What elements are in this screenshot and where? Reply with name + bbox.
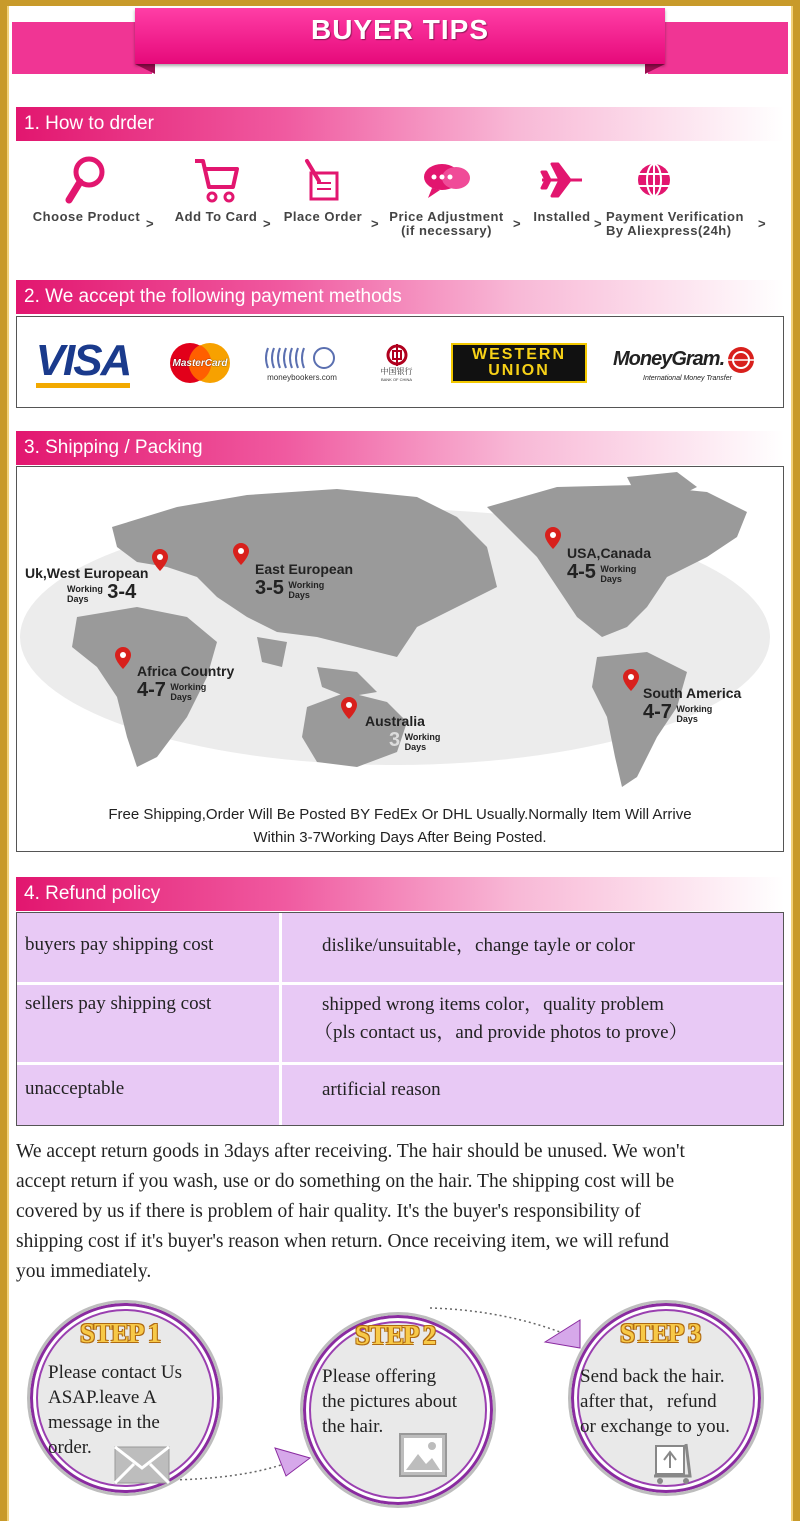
order-icon <box>278 150 368 210</box>
step-1-text: Please contact Us ASAP.leave A message in the order. <box>48 1362 183 1458</box>
moneygram-logo: MoneyGram. International Money Transfer <box>613 339 773 387</box>
arrow: > <box>371 216 379 231</box>
ribbon-tail-right <box>648 22 788 74</box>
arrow: > <box>758 216 766 231</box>
banner-title: BUYER TIPS <box>310 14 490 45</box>
ribbon-fold-left <box>135 64 155 74</box>
order-step-sublabel: By Aliexpress(24h) <box>606 223 732 238</box>
region-usa-canada: USA,Canada 4-5 Working Days <box>567 545 652 584</box>
map-pin-icon <box>115 647 131 669</box>
moneybookers-logo: moneybookers.com <box>257 339 347 387</box>
arrow: > <box>513 216 521 231</box>
table-row <box>17 982 783 1062</box>
map-pin-icon <box>623 669 639 691</box>
refund-who: unacceptable <box>25 1078 125 1099</box>
mastercard-logo: MasterCard <box>165 339 235 387</box>
region-south-america: South America 4-7 Working Days <box>643 685 742 724</box>
refund-why: artificial reason <box>322 1079 441 1100</box>
region-australia: Australia 3 Working Days <box>365 713 441 752</box>
ribbon-tail-left <box>12 22 152 74</box>
section-order-header: 1. How to drder <box>16 107 784 141</box>
order-step-sublabel: (if necessary) <box>401 223 492 238</box>
arrow: > <box>594 216 602 231</box>
shipping-note: Free Shipping,Order Will Be Posted BY FedEx Or DHL Usually.Normally Item Will Arrive Within 3-7Working Days After Being Posted. <box>108 806 692 846</box>
order-step-label: Place Order <box>283 209 363 224</box>
plane-icon <box>524 150 600 210</box>
region-africa: Africa Country 4-7 Working Days <box>137 663 235 702</box>
order-step-label: Choose Product <box>32 209 141 224</box>
globe-icon <box>606 150 756 210</box>
order-step-installed <box>524 150 600 224</box>
step-1-title: STEP 1 <box>80 1318 161 1348</box>
visa-logo: VISA <box>23 339 143 387</box>
section-shipping-header: 3. Shipping / Packing <box>16 431 784 465</box>
order-step-choose <box>24 150 149 224</box>
order-step-label: Price Adjustment <box>389 209 504 224</box>
order-step-payment <box>606 150 756 238</box>
map-pin-icon <box>545 527 561 549</box>
arrow: > <box>263 216 271 231</box>
refund-table <box>16 912 784 1126</box>
buyer-tips-banner <box>0 0 800 80</box>
order-step-label: Payment Verification <box>606 209 744 224</box>
refund-who: buyers pay shipping cost <box>25 934 214 955</box>
payment-methods <box>16 316 784 408</box>
step-3-text: Send back the hair. after that，refund or exchange to you. <box>580 1366 730 1437</box>
bank-of-china-logo: 中国银行 BANK OF CHINA <box>369 339 424 387</box>
search-icon <box>24 150 149 210</box>
refund-who: sellers pay shipping cost <box>25 993 212 1014</box>
order-steps <box>16 150 784 250</box>
step-2-text: Please offering the pictures about the hair. <box>322 1366 458 1437</box>
table-row <box>17 910 783 982</box>
order-step-price <box>384 150 509 238</box>
western-union-logo: WESTERN UNION <box>451 343 587 383</box>
refund-why: shipped wrong items color，quality problem （pls contact us，and provide photos to prove） <box>314 994 688 1043</box>
cart-box-icon <box>650 1440 698 1486</box>
section-payment-header: 2. We accept the following payment methods <box>16 280 784 314</box>
region-east-european: East European 3-5 Working Days <box>255 561 354 600</box>
order-step-add <box>166 150 266 224</box>
order-step-place <box>278 150 368 224</box>
shipping-map <box>16 466 784 852</box>
map-pin-icon <box>233 543 249 565</box>
picture-icon <box>398 1432 448 1478</box>
ribbon-fold-right <box>645 64 665 74</box>
step-2-title: STEP 2 <box>355 1320 436 1350</box>
section-refund-header: 4. Refund policy <box>16 877 784 911</box>
order-step-label: Installed <box>533 209 591 224</box>
chat-icon <box>384 150 509 210</box>
map-pin-icon <box>341 697 357 719</box>
table-row <box>17 1062 783 1125</box>
step-3-title: STEP 3 <box>620 1318 701 1348</box>
refund-why: dislike/unsuitable，change tayle or color <box>322 935 635 956</box>
map-pin-icon <box>152 549 168 571</box>
return-policy-text: We accept return goods in 3days after receiving. The hair should be unused. We won't accept return if you wash, use or do something on the hair. The shipping cost will be covered by us if there is problem of hair quality. It's the buyer's responsibility of shipping cost if it's buyer's reason when return. Once receiving item, we will refund you immediately. <box>16 1141 685 1282</box>
region-uk: Uk,West European Working Days 3-4 <box>25 565 149 604</box>
arrow: > <box>146 216 154 231</box>
order-step-label: Add To Card <box>174 209 258 224</box>
envelope-icon <box>114 1446 170 1484</box>
cart-icon <box>166 150 266 210</box>
